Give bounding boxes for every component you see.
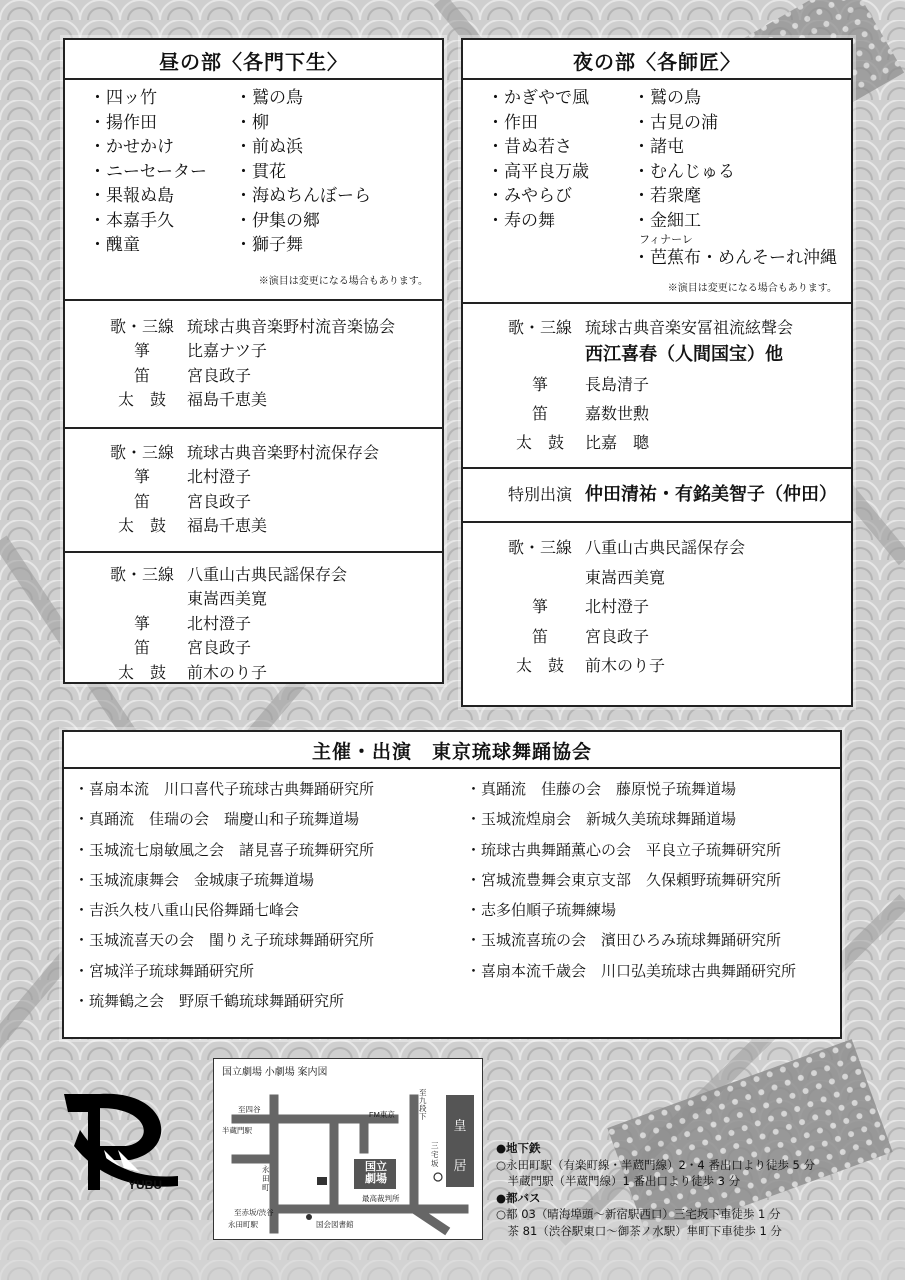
map-title: 国立劇場 小劇場 案内図 [222,1067,328,1078]
performer: 北村澄子 [585,597,650,616]
list-item: ・喜扇本流 川口喜代子琉球古典舞踊研究所 [74,780,375,798]
access-line: ○都 03（晴海埠頭～新宿駅西口）三宅坂下車徒歩 1 分 [496,1207,781,1221]
day-group-3 [65,551,442,692]
organizer-panel [62,730,842,1039]
role: 箏 [531,375,548,394]
finale-label: フィナーレ [639,233,693,246]
list-item: ・玉城流七扇敏風之会 諸見喜子琉舞研究所 [74,840,375,859]
night-special [463,467,851,521]
performer: 比嘉ナツ子 [187,341,267,360]
role: 歌・三線 [507,538,572,557]
map-label: 至九段下 [419,1088,427,1121]
access-heading: ●地下鉄 [496,1141,541,1155]
map-label: 三宅坂 [431,1141,439,1168]
night-panel [461,38,853,707]
role: 太 鼓 [515,433,564,452]
role: 太 鼓 [117,662,166,682]
performer: 宮良政子 [187,365,252,385]
list-item: ・真踊流 佳藤の会 藤原悦子琉舞道場 [466,780,737,798]
program-item: ・かせかけ [89,137,174,157]
list-item: ・宮城洋子琉球舞踊研究所 [74,961,255,980]
program-item: ・醜童 [89,235,140,255]
role: 箏 [133,467,150,486]
organizer-list-left [74,774,374,1016]
night-program [463,80,851,271]
program-item: ・海ぬちんぼーら [235,186,371,206]
list-item: ・志多伯順子琉舞練場 [466,901,617,920]
program-item: ・揚作田 [89,112,157,133]
program-item: ・鷲の鳥 [235,88,303,108]
day-panel [63,38,444,684]
night-group-1 [463,302,851,468]
program-item: ・かぎやで風 [487,88,589,108]
access-line: 茶 81（渋谷駅東口～御茶ノ水駅）隼町下車徒歩 1 分 [496,1223,782,1238]
special-performers: 仲田清祐・有銘美智子（仲田） [585,484,837,505]
program-item: ・鷲の鳥 [633,88,701,108]
access-info [496,1140,815,1239]
role: 歌・三線 [109,442,174,462]
night-group-2 [463,521,851,687]
list-item: ・吉浜久枝八重山民俗舞踊七峰会 [74,901,300,920]
program-item: ・みやらび [487,186,572,206]
map-label: 半蔵門駅 [222,1126,252,1135]
role: 箏 [133,613,150,633]
role: 歌・三線 [109,316,174,336]
performer: 前木のり子 [187,662,268,682]
role: 笛 [531,626,548,646]
role: 笛 [531,404,548,423]
role: 太 鼓 [515,656,564,675]
access-line: 半蔵門駅（半蔵門線）1 番出口より徒歩 3 分 [496,1174,741,1188]
performer: 八重山古典民謡保存会 [187,564,348,584]
access-line: ○永田町駅（有楽町線・半蔵門線）2・4 番出口より徒歩 5 分 [496,1157,815,1172]
list-item: ・琉球古典舞踊薫心の会 平良立子琉舞研究所 [466,840,782,859]
map-label: 永田町駅 [228,1220,258,1229]
program-item: ・寿の舞 [487,210,555,231]
program-item: ・作田 [487,112,538,133]
role: 箏 [133,341,150,360]
theatre-label-line: 国立 [365,1160,387,1173]
role: 笛 [133,365,150,385]
program-item: ・柳 [235,112,269,133]
program-item: ・果報ぬ島 [89,186,174,206]
role: 太 鼓 [117,516,166,535]
day-program-col1 [89,86,235,258]
program-item: ・本嘉手久 [89,210,174,231]
day-note: ※演目は変更になる場合もあります。 [258,275,428,287]
program-item: ・貫花 [235,161,286,182]
performer: 宮良政子 [187,491,252,511]
role: 笛 [133,491,150,511]
theatre-label [359,1161,393,1185]
day-program-col2 [235,86,371,258]
program-item: ・獅子舞 [235,235,303,255]
performer: 福島千恵美 [187,390,268,409]
venue-map [213,1058,483,1240]
theatre-label-line: 劇場 [365,1172,387,1185]
program-item: ・古見の浦 [633,112,718,133]
list-item: ・琉舞鶴之会 野原千鶴琉球舞踊研究所 [74,992,345,1011]
yubu-logo [60,1090,186,1210]
map-label: 至赤坂/渋谷 [234,1208,274,1217]
finale-item: ・芭蕉布・めんそーれ沖縄 [633,248,837,268]
special-label: 特別出演 [507,485,572,504]
program-item: ・高平良万歳 [487,161,589,182]
map-label: FM東京 [369,1110,395,1119]
program-item: ・四ッ竹 [89,88,157,108]
list-item: ・玉城流康舞会 金城康子琉舞道場 [74,870,315,889]
performer: 長島清子 [585,375,650,394]
role [97,587,187,612]
performer: 北村澄子 [187,613,252,633]
performer: 嘉数世勲 [585,404,650,423]
list-item: ・玉城流煌扇会 新城久美琉球舞踊道場 [466,810,737,829]
list-item: ・真踊流 佳瑞の会 瑞慶山和子琉舞道場 [74,810,360,829]
list-item: ・宮城流豊舞会東京支部 久保頼野琉舞研究所 [466,870,782,889]
performer: 琉球古典音楽野村流音楽協会 [187,316,396,336]
map-label: 国会図書館 [316,1220,354,1229]
map-label: 最高裁判所 [362,1194,400,1203]
list-item: ・玉城流喜琉の会 濱田ひろみ琉球舞踊研究所 [466,931,782,950]
program-item: ・若衆麾 [633,186,701,206]
logo-text: YUBU [128,1178,163,1192]
day-group-1 [65,299,442,427]
palace-label-line: 居 [453,1159,467,1174]
performer: 宮良政子 [187,638,252,657]
map-label: 至四谷 [238,1105,261,1114]
yubu-logo-mark [60,1090,186,1210]
performer: 比嘉 聰 [585,433,650,452]
performer: 西江喜春（人間国宝）他 [585,344,783,365]
program-item: ・諸屯 [633,137,684,157]
performer: 東嵩西美寛 [187,589,268,608]
palace-label [452,1107,468,1187]
night-program-col1 [487,86,633,271]
performer: 北村澄子 [187,467,252,486]
performer: 東嵩西美寛 [585,567,666,587]
organizer-title: 主催・出演 東京琉球舞踊協会 [64,732,840,769]
map-label: 永田町 [262,1165,270,1192]
performer: 宮良政子 [585,626,650,646]
role: 箏 [531,597,548,616]
organizer-list-right [466,774,796,986]
night-title: 夜の部〈各師匠〉 [463,40,851,80]
program-item: ・前ぬ浜 [235,137,303,157]
night-program-col2 [633,86,837,271]
program-item: ・伊集の郷 [235,210,320,231]
list-item: ・玉城流喜天の会 閨りえ子琉球舞踊研究所 [74,931,375,950]
access-heading: ●都バス [496,1190,541,1205]
performer: 前木のり子 [585,656,666,675]
performer: 八重山古典民謡保存会 [585,538,746,557]
day-program [65,80,442,258]
role: 歌・三線 [109,564,174,584]
role [495,340,585,370]
day-title: 昼の部〈各門下生〉 [65,40,442,80]
palace-label-line: 皇 [453,1119,467,1134]
program-item: ・ニーセーター [89,161,207,182]
role: 歌・三線 [507,317,572,337]
program-item: ・むんじゅる [633,161,735,182]
program-item: ・昔ぬ若さ [487,137,572,157]
performer: 琉球古典音楽野村流保存会 [187,442,380,462]
role [495,563,585,593]
program-item: ・金細工 [633,210,701,231]
performer: 琉球古典音楽安冨祖流絃聲会 [585,317,794,337]
list-item: ・喜扇本流千歳会 川口弘美琉球古典舞踊研究所 [466,961,797,980]
performer: 福島千恵美 [187,516,268,535]
role: 笛 [133,638,150,657]
role: 太 鼓 [117,390,166,409]
day-group-2 [65,427,442,551]
night-note: ※演目は変更になる場合もあります。 [667,282,837,294]
